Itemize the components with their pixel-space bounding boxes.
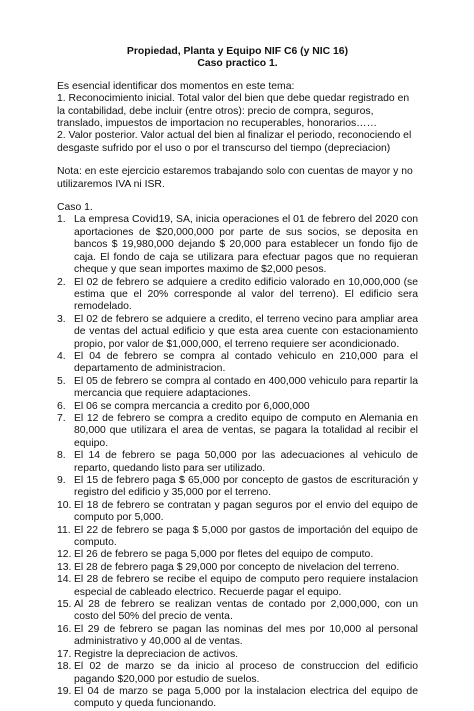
- intro-paragraph: Es esencial identificar dos momentos en este tema:: [57, 80, 295, 92]
- document-title: Propiedad, Planta y Equipo NIF C6 (y NIC 16): [126, 46, 349, 57]
- case-item-number: 18.: [57, 661, 72, 673]
- case-item-text: El 02 de febrero se adquiere a credito, el terreno vecino para ampliar area de ventas del actual edificio y que esta area cuente con estacionamiento propio, por valor de $1,000,000, el terreno requiere ser acondicionado.: [74, 313, 418, 350]
- case-item-text: El 26 de febrero se paga 5,000 por fletes del equipo de computo.: [74, 549, 374, 561]
- case-item: [57, 214, 418, 276]
- case-item: [57, 401, 418, 413]
- case-item-text: El 04 de febrero se compra al contado vehiculo en 210,000 para el departamento de administracion.: [74, 350, 418, 375]
- case-item-text: El 28 de febrero paga $ 29,000 por concepto de nivelacion del terreno.: [74, 561, 400, 573]
- case-item-number: 10.: [57, 499, 72, 511]
- case-item: [57, 549, 418, 561]
- case-item-number: 2.: [57, 276, 66, 288]
- case-item-number: 12.: [57, 549, 72, 561]
- case-item-text: El 22 de febrero se paga $ 5,000 por gastos de importación del equipo de computo.: [74, 524, 418, 549]
- case-item: [57, 686, 418, 711]
- case-item-number: 11.: [57, 524, 71, 536]
- case-item-text: El 02 de febrero se adquiere a credito edificio valorado en 10,000,000 (se estima que el 20% corresponde al valor del terreno). El edificio sera remodelado.: [74, 276, 418, 313]
- case-item-number: 7.: [57, 412, 66, 424]
- document-subtitle: Caso practico 1.: [197, 58, 278, 70]
- case-items-list: [57, 214, 418, 710]
- case-item: [57, 475, 418, 500]
- case-item-number: 19.: [57, 685, 72, 697]
- note-paragraph: Nota: en este ejercicio estaremos trabajando solo con cuentas de mayor y no utilizaremos IVA ni ISR.: [57, 166, 413, 190]
- case-item-text: El 02 de marzo se da inicio al proceso de construccion del edificio pagando $20,000 por estudio de suelos.: [74, 661, 418, 685]
- case-item: [57, 599, 418, 624]
- case-item: [57, 562, 418, 574]
- case-item-text: El 15 de febrero paga $ 65,000 por concepto de gastos de escrituración y registro del edificio y 35,000 por el terreno.: [74, 475, 418, 499]
- case-item-text: El 28 de febrero se recibe el equipo de computo pero requiere instalacion especial de cableado electrico. Recuerde pagar el equipo.: [74, 574, 418, 598]
- case-item-number: 16.: [57, 623, 72, 635]
- case-item-number: 8.: [57, 450, 66, 462]
- case-item-text: El 06 se compra mercancia a credito por 6,000,000: [74, 400, 310, 412]
- case-item: [57, 525, 418, 550]
- case-item: [57, 661, 418, 686]
- case-item: [57, 574, 418, 599]
- case-item: [57, 314, 418, 351]
- case-item-number: 17.: [57, 648, 72, 660]
- case-item-text: El 04 de marzo se paga 5,000 por la instalacion electrica del equipo de computo y queda funcionando.: [74, 685, 418, 710]
- case-item-text: El 29 de febrero se pagan las nominas del mes por 10,000 al personal administrativo y 40,000 al de ventas.: [74, 623, 418, 648]
- case-item-number: 13.: [57, 561, 72, 573]
- case-item: [57, 500, 418, 525]
- moment-item: 2. Valor posterior. Valor actual del bien al finalizar el periodo, reconociendo el desgaste sufrido por el uso o por el transcurso del tiempo (depreciacion): [57, 130, 412, 154]
- case-item-text: La empresa Covid19, SA, inicia operaciones el 01 de febrero del 2020 con aportaciones de $20,000,000 por parte de sus socios, se deposita en bancos $ 19,980,000 dejando $ 20,000 para establecer un fondo fijo de caja. El fondo de caja se utilizara para efectuar pagos que no requieran cheque y que sean importes maximo de $2,000 pesos.: [74, 214, 418, 276]
- case-item: [57, 413, 418, 450]
- case-item-text: El 14 de febrero se paga 50,000 por las adecuaciones al vehiculo de reparto, quedando listo para ser utilizado.: [74, 450, 418, 474]
- case-item: [57, 351, 418, 376]
- case-item: [57, 277, 418, 314]
- case-item-number: 5.: [57, 375, 66, 387]
- case-item: [57, 649, 418, 661]
- case-item-text: Al 28 de febrero se realizan ventas de contado por 2,000,000, con un costo del 50% del precio de venta.: [74, 599, 418, 623]
- case-label: Caso 1.: [57, 202, 93, 214]
- case-item: [57, 624, 418, 649]
- case-item-text: El 12 de febrero se compra a credito equipo de computo en Alemania en 80,000 que utilizara el area de ventas, se pagara la totalidad al recibir el equipo.: [74, 412, 418, 449]
- case-item-number: 9.: [57, 475, 66, 486]
- case-item-text: El 18 de febrero se contratan y pagan seguros por el envio del equipo de computo por 5,000.: [74, 499, 418, 524]
- case-item-number: 1.: [57, 214, 66, 226]
- case-item-number: 14.: [57, 574, 72, 586]
- case-item-number: 6.: [57, 400, 66, 412]
- moment-item: 1. Reconocimiento inicial. Total valor del bien que debe quedar registrado en la contabilidad, debe incluir (entre otros): precio de compra, seguros, translado, impuestos de importacion no recuperables, honorarios……: [57, 93, 410, 130]
- case-item: [57, 376, 418, 401]
- case-item-number: 15.: [57, 599, 72, 611]
- case-item-number: 4.: [57, 350, 66, 362]
- case-item: [57, 450, 418, 475]
- case-item-number: 3.: [57, 313, 66, 325]
- case-item-text: Registre la depreciacion de activos.: [74, 648, 239, 660]
- case-item-text: El 05 de febrero se compra al contado en 400,000 vehiculo para repartir la mercancia que requiere adaptaciones.: [74, 375, 418, 400]
